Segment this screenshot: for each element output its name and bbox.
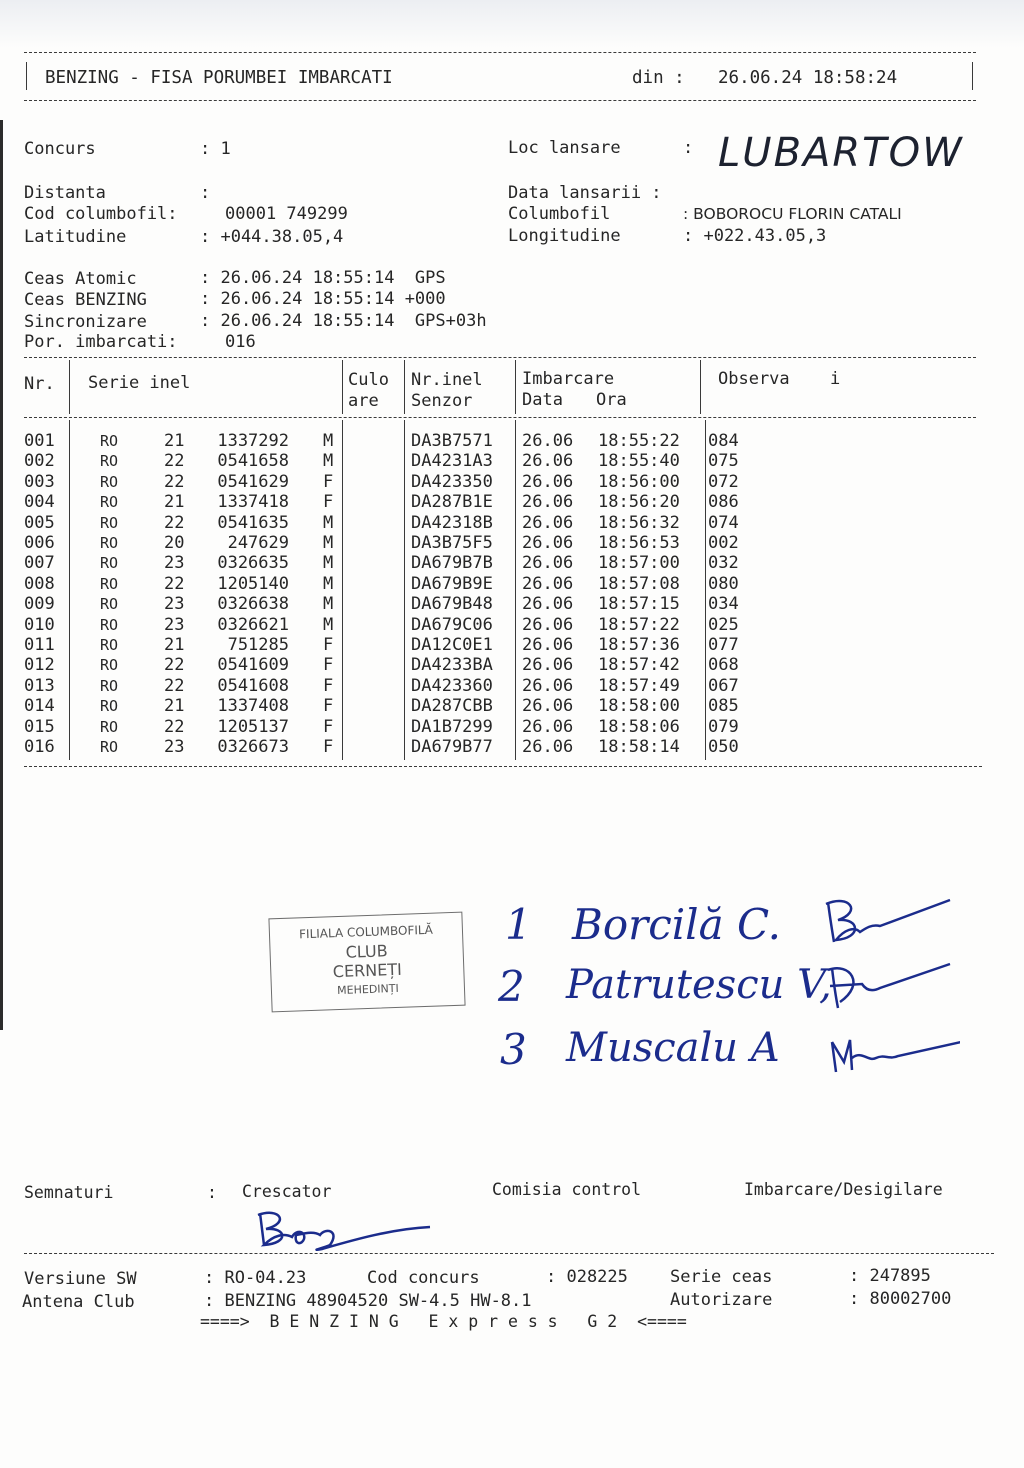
table-row [0,594,1024,615]
cell-senzor: DA4231A3 [411,451,493,472]
cell-tara: RO [100,554,119,573]
cell-obs: 034 [708,594,739,615]
cell-serie: 0326621 [217,614,289,635]
table-row [0,676,1024,697]
serie-ceas-value: : 247895 [849,1266,931,1286]
cell-senzor: DA287CBB [411,696,493,717]
cell-sex: M [323,614,334,635]
cell-sex: M [323,594,334,615]
cell-senzor: DA679B48 [411,594,493,615]
cell-serie: 1205137 [217,716,289,737]
table-row [0,472,1024,493]
cell-data: 26.06 [522,451,574,472]
latitudine-value: : +044.38.05,4 [200,227,344,247]
comisia-control-label: Comisia control [492,1180,642,1199]
cell-nr: 014 [24,696,55,717]
stamp-line-1: FILIALA COLUMBOFILĂ [298,922,434,942]
por-imbarcati-value: 016 [225,332,256,352]
cell-obs: 084 [708,431,739,451]
columbofil-label: Columbofil [508,204,611,224]
cell-data: 26.06 [522,635,574,655]
scan-top-smudge [0,0,1024,48]
commission-name-1: Borcilă C. [572,900,781,949]
sincronizare-label: Sincronizare [24,312,147,332]
cell-serie: 0541608 [217,675,289,696]
versiune-sw-value: : RO-04.23 [204,1268,307,1288]
cell-serie: 247629 [227,533,289,553]
cell-ora: 18:56:53 [598,533,680,553]
cell-tara: RO [100,493,119,512]
cell-nr: 008 [24,573,55,594]
cell-tara: RO [100,717,119,736]
cell-an: 21 [164,696,185,717]
col-nr-header: Nr. [24,374,55,394]
cell-obs: 025 [708,614,739,635]
por-imbarcati-label: Por. imbarcati: [24,332,178,352]
cell-tara: RO [100,472,119,491]
cell-obs: 074 [708,512,739,533]
col-culoare-header-2: are [348,391,379,411]
ceas-benzing-value: : 26.06.24 18:55:14 +000 [200,289,446,309]
stamp-line-3: CERNEȚI [332,959,403,982]
cell-an: 22 [164,573,185,594]
club-stamp [268,912,465,1013]
col-observatii-header: Observa [718,369,790,389]
cell-tara: RO [100,656,119,675]
semnaturi-sep: : [207,1183,217,1202]
table-row [0,533,1024,554]
commission-signatures [810,890,960,1080]
ceas-atomic-value: : 26.06.24 18:55:14 GPS [200,268,446,288]
cell-obs: 072 [708,471,739,492]
cell-ora: 18:57:08 [598,573,680,594]
cell-serie: 0326673 [217,737,289,757]
ceas-atomic-label: Ceas Atomic [24,269,137,289]
table-row [0,737,1024,758]
autorizare-label: Autorizare [670,1290,773,1310]
stamp-line-4: MEHEDINȚI [336,981,399,998]
cell-data: 26.06 [522,492,574,513]
header-right-bar [972,62,973,90]
columbofil-value: : BOBOROCU FLORIN CATALI [683,205,902,223]
cell-serie: 1337408 [217,696,289,717]
cell-sex: F [323,635,334,655]
table-row [0,492,1024,513]
cod-columbofil-label: Cod columbofil: [24,204,178,224]
footer-top-rule [24,1253,994,1254]
table-row [0,574,1024,595]
cell-ora: 18:56:00 [598,471,680,492]
cell-tara: RO [100,636,119,654]
cell-serie: 0326638 [217,594,289,615]
cell-nr: 009 [24,594,55,615]
cell-obs: 086 [708,492,739,513]
semnaturi-label: Semnaturi [24,1183,114,1202]
col-nrinel-header-2: Senzor [411,391,473,411]
cell-senzor: DA287B1E [411,492,493,513]
cell-nr: 001 [24,431,55,451]
cell-data: 26.06 [522,553,574,574]
cell-data: 26.06 [522,594,574,615]
cell-obs: 067 [708,675,739,696]
stamp-line-2: CLUB [345,941,388,962]
latitudine-label: Latitudine [24,227,127,247]
cell-sex: M [323,431,334,451]
signature-1-scribble [826,900,950,942]
col-nrinel-header-1: Nr.inel [411,370,483,390]
cell-nr: 012 [24,655,55,676]
cell-nr: 006 [24,533,55,553]
cell-senzor: DA1B7299 [411,716,493,737]
cell-ora: 18:56:32 [598,512,680,533]
table-head-bar-3 [404,360,405,414]
cell-data: 26.06 [522,675,574,696]
table-row [0,635,1024,656]
cell-ora: 18:58:14 [598,737,680,757]
cell-an: 23 [164,614,185,635]
cell-an: 23 [164,553,185,574]
cod-concurs-value: : 028225 [546,1267,628,1287]
signature-3-scribble [832,1040,960,1072]
table-row [0,553,1024,574]
cell-serie: 1337418 [217,492,289,513]
concurs-value: : 1 [200,139,231,159]
crescator-signature-scribble [258,1213,430,1250]
cell-data: 26.06 [522,512,574,533]
cell-data: 26.06 [522,655,574,676]
cell-data: 26.06 [522,737,574,757]
cell-obs: 075 [708,451,739,472]
cell-serie: 1205140 [217,573,289,594]
cell-senzor: DA679B77 [411,737,493,757]
loc-lansare-sep: : [683,138,694,158]
cell-tara: RO [100,738,119,756]
cell-tara: RO [100,574,119,593]
commission-num-2: 2 [498,962,525,1011]
cell-obs: 002 [708,533,739,553]
table-row [0,696,1024,717]
col-imbarcare-header: Imbarcare [522,369,615,389]
table-head-bar-1 [69,360,70,414]
antena-club-value: : BENZING 48904520 SW-4.5 HW-8.1 [204,1291,532,1311]
cell-obs: 077 [708,635,739,655]
col-observatii-header-2: i [830,369,841,389]
table-row [0,615,1024,636]
cell-obs: 068 [708,655,739,676]
signature-2-scribble [828,964,950,1008]
crescator-signature [250,1205,440,1255]
cell-sex: F [323,716,334,737]
cell-serie: 0541629 [217,471,289,492]
versiune-sw-label: Versiune SW [24,1269,137,1289]
cell-nr: 010 [24,614,55,635]
serie-ceas-label: Serie ceas [670,1267,773,1287]
cell-ora: 18:56:20 [598,492,680,513]
cell-senzor: DA423360 [411,675,493,696]
commission-name-2: Patrutescu V, [566,962,832,1008]
cell-tara: RO [100,432,119,450]
cell-ora: 18:57:22 [598,614,680,635]
col-imbarcare-ora-header: Ora [596,390,627,410]
distanta-value: : [200,183,211,203]
cell-an: 22 [164,655,185,676]
longitudine-value: : +022.43.05,3 [683,226,827,246]
table-head-rule [24,417,976,418]
col-serie-header: Serie inel [88,373,191,393]
cell-an: 21 [164,431,185,451]
cell-obs: 080 [708,573,739,594]
cell-nr: 015 [24,716,55,737]
cell-an: 22 [164,512,185,533]
table-row [0,655,1024,676]
cell-serie: 0326635 [217,553,289,574]
cell-an: 21 [164,635,185,655]
imbarcare-desigilare-label: Imbarcare/Desigilare [744,1180,943,1199]
cell-data: 26.06 [522,614,574,635]
header-date-label: din : [632,68,685,88]
cell-nr: 007 [24,553,55,574]
longitudine-label: Longitudine [508,226,621,246]
table-row [0,717,1024,738]
ceas-benzing-label: Ceas BENZING [24,290,147,310]
cell-an: 22 [164,471,185,492]
cell-sex: F [323,737,334,757]
data-lansarii-label: Data lansarii : [508,183,662,203]
cell-senzor: DA42318B [411,512,493,533]
commission-num-3: 3 [500,1025,527,1074]
cell-nr: 002 [24,451,55,472]
cell-ora: 18:57:49 [598,675,680,696]
cell-ora: 18:57:42 [598,655,680,676]
cell-sex: M [323,573,334,594]
cell-an: 22 [164,716,185,737]
col-culoare-header-1: Culo [348,370,389,390]
cell-senzor: DA3B75F5 [411,533,493,553]
cell-an: 21 [164,492,185,513]
cell-nr: 003 [24,471,55,492]
table-head-bar-2 [342,360,343,414]
cell-sex: M [323,451,334,472]
table-bottom-rule [24,766,982,767]
header-left-bar [26,62,27,90]
antena-club-label: Antena Club [22,1292,135,1312]
cell-senzor: DA4233BA [411,655,493,676]
cod-concurs-label: Cod concurs [367,1268,480,1288]
cell-sex: M [323,533,334,553]
cell-tara: RO [100,676,119,695]
cell-obs: 085 [708,696,739,717]
cell-serie: 0541658 [217,451,289,472]
header-datetime: 26.06.24 18:58:24 [718,68,898,88]
cell-nr: 005 [24,512,55,533]
table-row [0,513,1024,534]
cell-serie: 751285 [227,635,289,655]
cell-ora: 18:55:22 [598,431,680,451]
table-top-rule [24,357,976,358]
document-title: BENZING - FISA PORUMBEI IMBARCATI [45,68,393,88]
cell-obs: 032 [708,553,739,574]
cell-senzor: DA679B9E [411,573,493,594]
cell-an: 22 [164,675,185,696]
table-row [0,451,1024,472]
concurs-label: Concurs [24,139,96,159]
cell-senzor: DA3B7571 [411,431,493,451]
cell-data: 26.06 [522,573,574,594]
cell-data: 26.06 [522,533,574,553]
col-imbarcare-data-header: Data [522,390,563,410]
cell-serie: 0541609 [217,655,289,676]
cell-nr: 011 [24,635,55,655]
cell-senzor: DA679B7B [411,553,493,574]
table-head-bar-4 [515,360,516,414]
cell-tara: RO [100,452,119,471]
autorizare-value: : 80002700 [849,1289,952,1309]
cell-senzor: DA423350 [411,471,493,492]
cell-sex: M [323,553,334,574]
header-bottom-rule [24,100,976,101]
cell-ora: 18:57:36 [598,635,680,655]
distanta-label: Distanta [24,183,106,203]
cell-nr: 013 [24,675,55,696]
cell-obs: 050 [708,737,739,757]
benzing-tagline: ====> B E N Z I N G E x p r e s s G 2 <==== [200,1312,687,1331]
cell-senzor: DA679C06 [411,614,493,635]
cell-tara: RO [100,534,119,552]
cell-sex: M [323,512,334,533]
cell-serie: 0541635 [217,512,289,533]
loc-lansare-handwritten: LUBARTOW [718,130,964,176]
cell-ora: 18:57:15 [598,594,680,615]
cell-data: 26.06 [522,716,574,737]
commission-num-1: 1 [505,900,532,949]
cell-nr: 004 [24,492,55,513]
loc-lansare-label: Loc lansare [508,138,621,158]
cell-tara: RO [100,697,119,716]
header-top-rule [24,52,976,53]
cell-an: 22 [164,451,185,472]
cell-an: 23 [164,737,185,757]
cell-ora: 18:57:00 [598,553,680,574]
cell-ora: 18:58:06 [598,716,680,737]
cell-nr: 016 [24,737,55,757]
cell-ora: 18:55:40 [598,451,680,472]
cell-sex: F [323,492,334,513]
cell-sex: F [323,675,334,696]
sincronizare-value: : 26.06.24 18:55:14 GPS+03h [200,311,487,331]
cell-ora: 18:58:00 [598,696,680,717]
cell-data: 26.06 [522,471,574,492]
cell-an: 23 [164,594,185,615]
cell-data: 26.06 [522,696,574,717]
cell-tara: RO [100,615,119,634]
cell-an: 20 [164,533,185,553]
cell-senzor: DA12C0E1 [411,635,493,655]
cod-columbofil-value: 00001 749299 [225,204,348,224]
cell-obs: 079 [708,716,739,737]
table-head-bar-5 [700,360,701,414]
cell-serie: 1337292 [217,431,289,451]
cell-sex: F [323,696,334,717]
cell-data: 26.06 [522,431,574,451]
cell-sex: F [323,471,334,492]
commission-name-3: Muscalu A [566,1025,780,1071]
table-row [0,431,1024,452]
crescator-label: Crescator [242,1182,332,1201]
cell-tara: RO [100,595,119,614]
cell-tara: RO [100,513,119,532]
cell-sex: F [323,655,334,676]
